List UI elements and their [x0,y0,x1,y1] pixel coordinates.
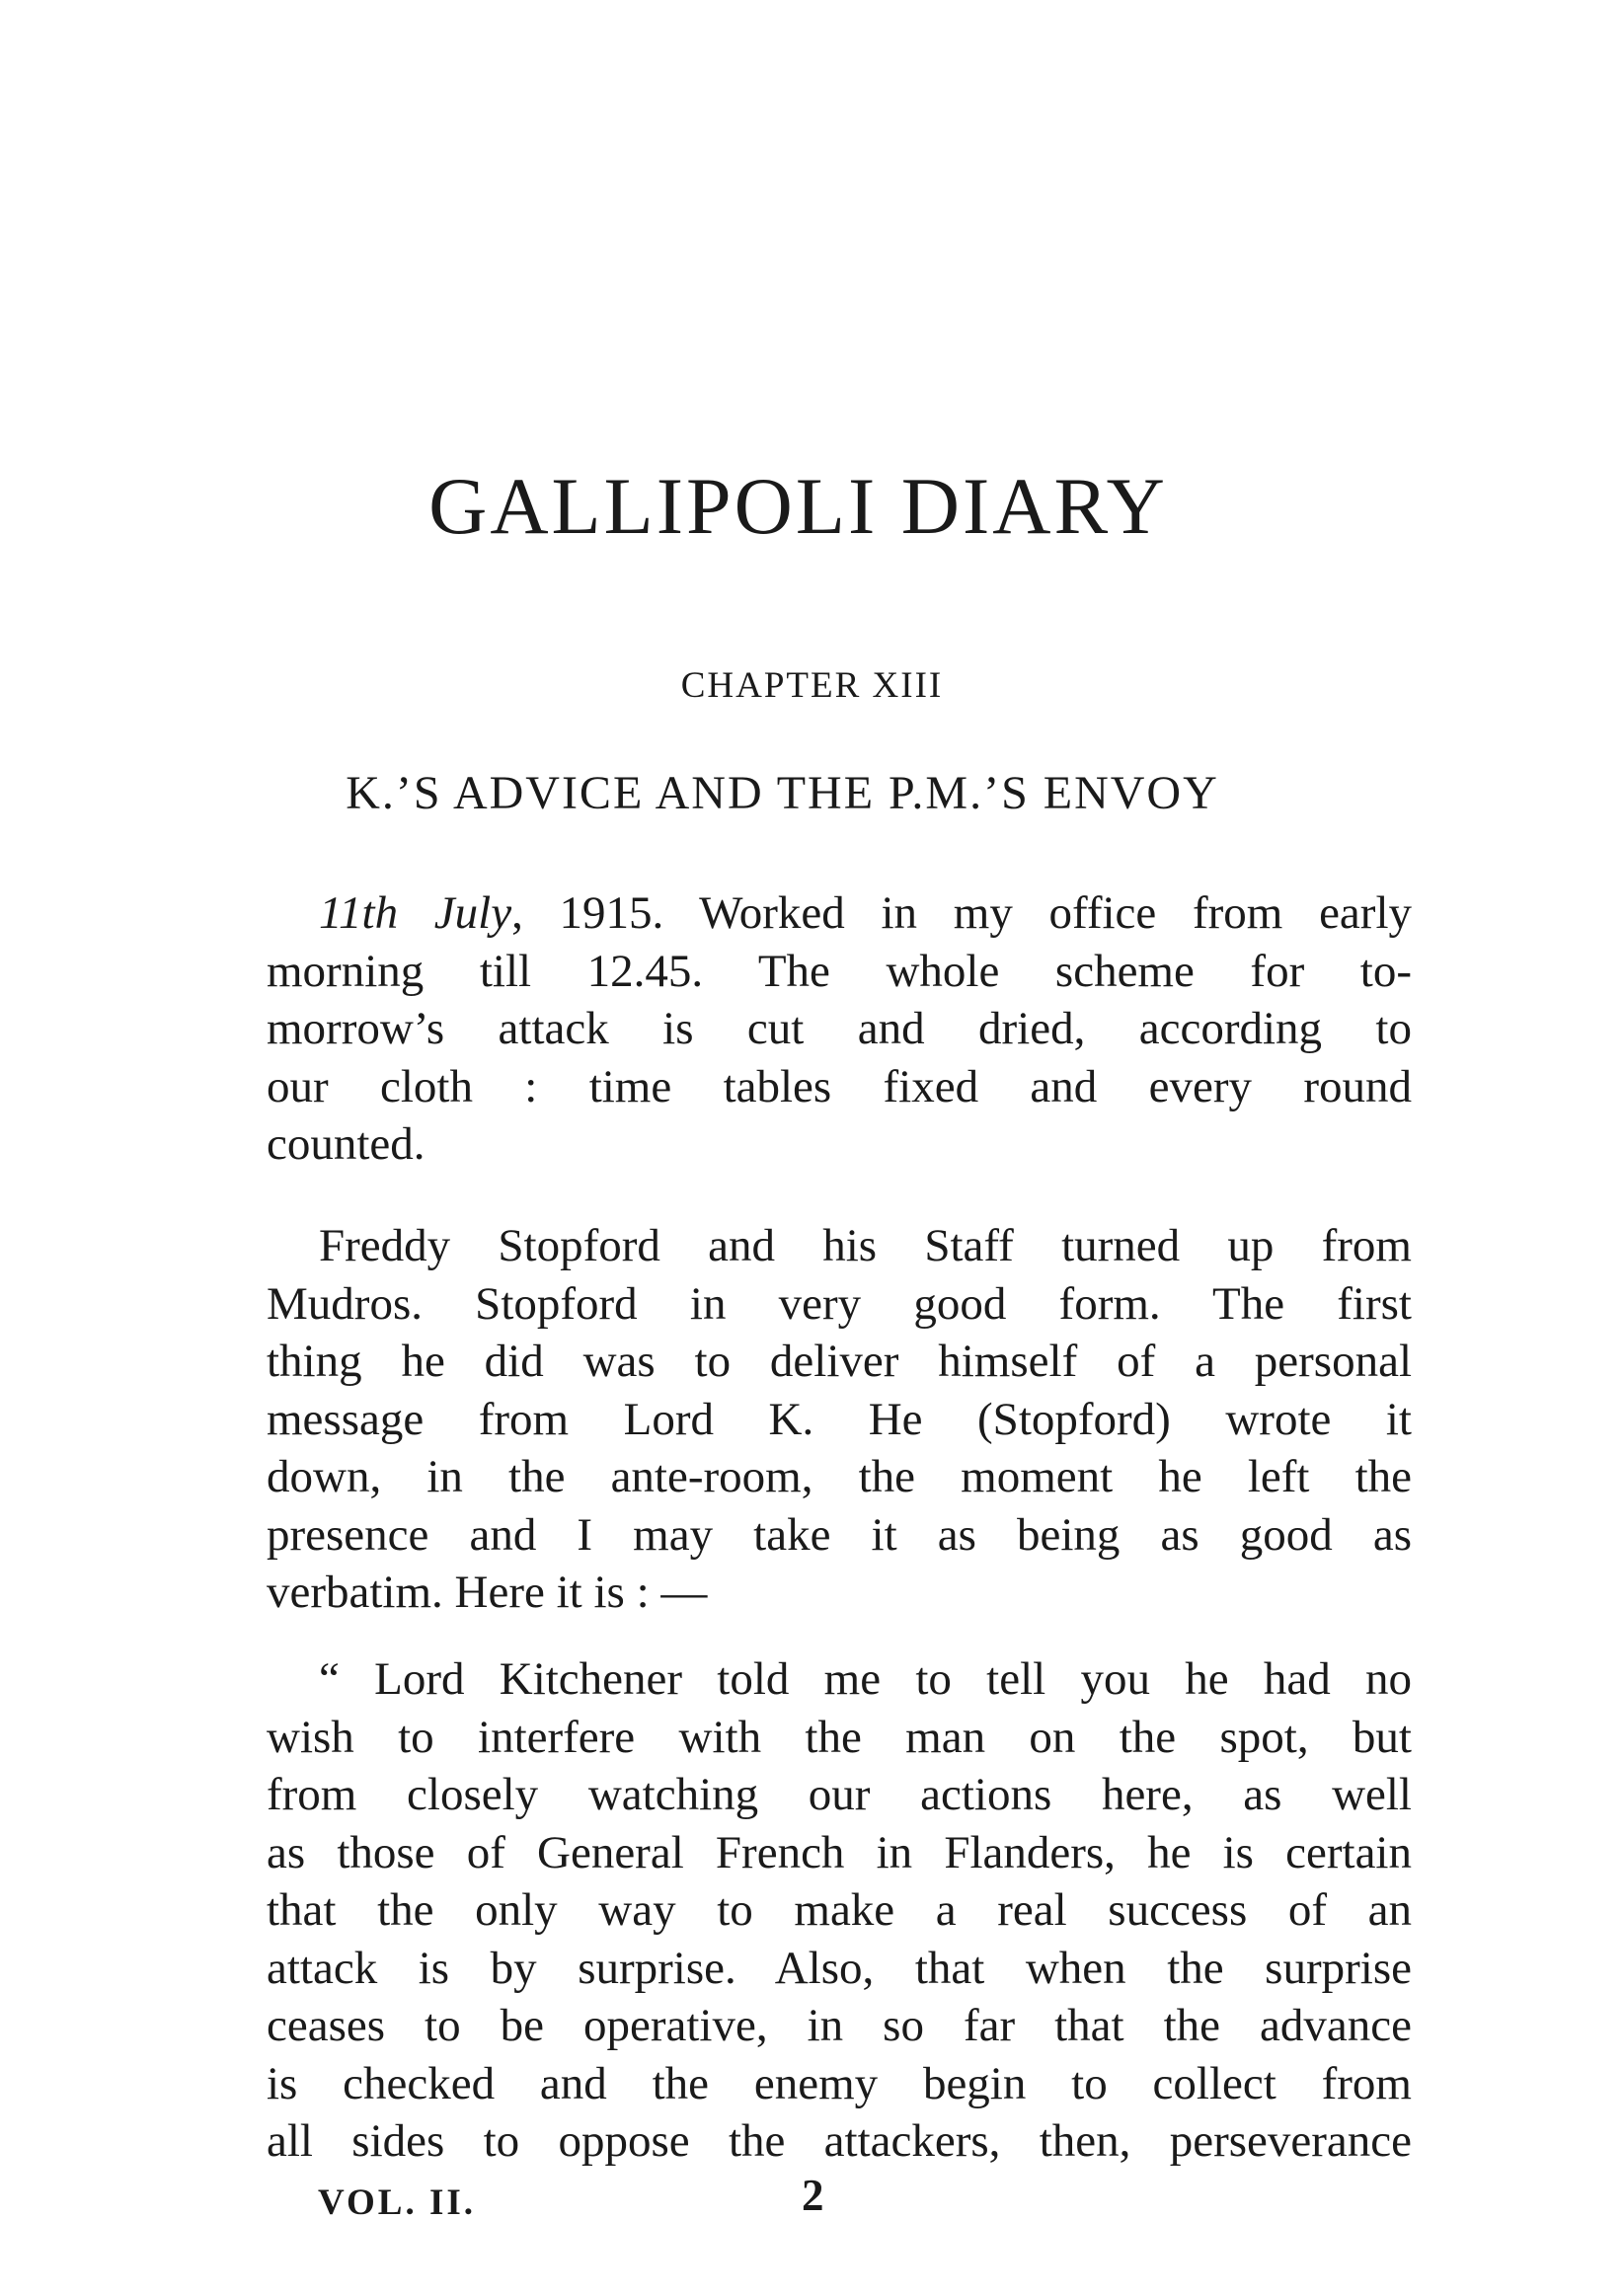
text-line: ceases to be operative, in so far that the advance [267,2000,1412,2051]
text-line: verbatim. Here it is : — [267,1567,708,1618]
chapter-number: CHAPTER XIII [680,665,944,706]
date-italic: 11th July [319,887,512,939]
text-line: our cloth : time tables fixed and every round [267,1060,1412,1112]
text-line: message from Lord K. He (Stopford) wrote it [267,1393,1412,1445]
text-line: from closely watching our actions here, as well [267,1769,1412,1820]
volume-signature: VOL. II. [318,2182,476,2223]
paragraph-1 [267,884,1412,1174]
text-line-content: , 1915. Worked in my office from early [511,887,1412,939]
text-line: that the only way to make a real success of an [267,1884,1412,1936]
text-line: Mudros. Stopford in very good form. The first [267,1277,1412,1330]
text-line: thing he did was to deliver himself of a personal [267,1336,1412,1387]
text-line: “ Lord Kitchener told me to tell you he had no [319,1653,1412,1705]
paragraph-3 [267,1650,1412,2171]
text-line: counted. [267,1118,425,1170]
text-line: morrow’s attack is cut and dried, according to [267,1003,1412,1054]
book-title: GALLIPOLI DIARY [428,461,1168,551]
text-line: presence and I may take it as being as good as [267,1508,1412,1561]
text-line: wish to interfere with the man on the spot, but [267,1711,1412,1763]
text-line [267,884,1412,943]
text-line: morning till 12.45. The whole scheme for to- [267,945,1412,997]
paragraph-2 [267,1217,1412,1622]
text-line: attack is by surprise. Also, that when the surprise [267,1942,1412,1994]
page-number: 2 [802,2171,824,2220]
text-line: is checked and the enemy begin to collect from [267,2057,1412,2109]
text-line: down, in the ante-room, the moment he left the [267,1451,1412,1502]
text-line: as those of General French in Flanders, he is certain [267,1826,1412,1878]
text-line: all sides to oppose the attackers, then, perseverance [267,2115,1412,2167]
text-line: Freddy Stopford and his Staff turned up from [319,1220,1412,1271]
chapter-title: K.’S ADVICE AND THE P.M.’S ENVOY [346,767,1219,819]
